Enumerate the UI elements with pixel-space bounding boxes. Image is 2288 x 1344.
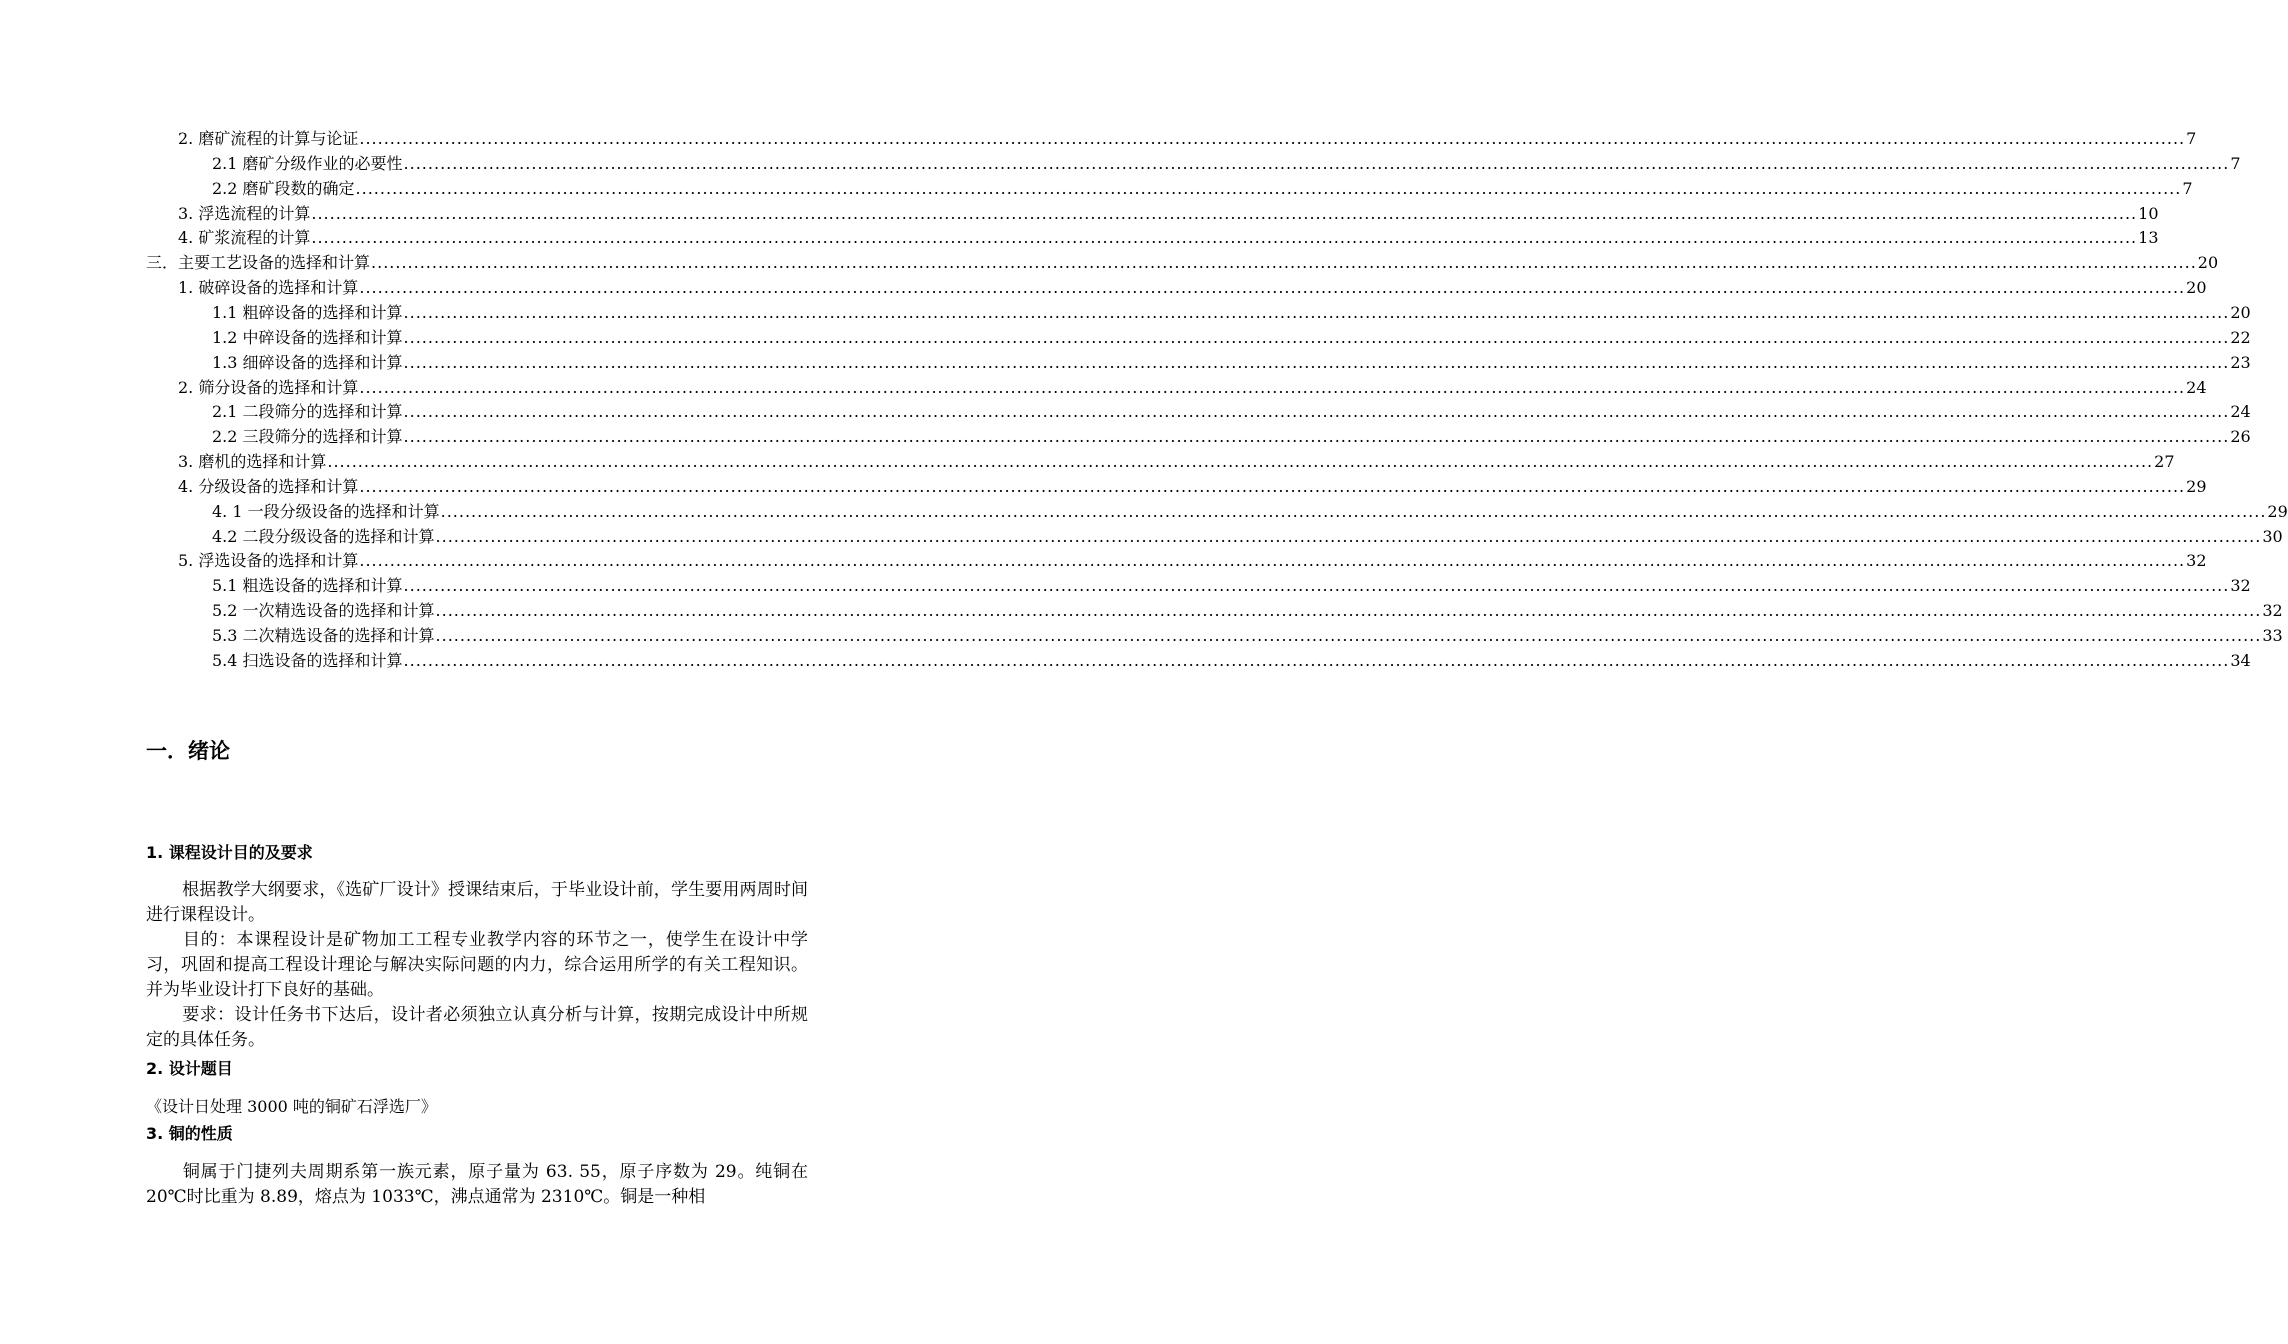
toc-entry-label: 2.2 磨矿段数的确定 <box>212 178 355 198</box>
toc-entry-page: 23 <box>2230 352 2251 372</box>
toc-entry-page: 24 <box>2186 377 2207 397</box>
paragraph-text: 铜属于门捷列夫周期系第一族元素，原子量为 63. 55，原子序数为 29。纯铜在 20℃时比重为 8.89，熔点为 1033℃，沸点通常为 2310℃。铜是一种相 <box>146 1162 808 1207</box>
toc-entry-label: 1.3 细碎设备的选择和计算 <box>212 352 403 372</box>
toc-entry[interactable] <box>178 127 2197 149</box>
toc-entry-page: 7 <box>2186 129 2197 148</box>
toc-entry[interactable] <box>178 450 2175 472</box>
toc-entry-page: 29 <box>2186 476 2207 496</box>
paragraph <box>146 878 808 928</box>
toc-entry-label: 1.1 粗碎设备的选择和计算 <box>212 302 403 322</box>
toc-entry-page: 7 <box>2230 153 2241 173</box>
toc-entry-label: 4. 矿浆流程的计算 <box>178 228 311 248</box>
toc-leader-dots: ............................................................................................................................................................................................................................................................................................................ <box>403 327 2230 347</box>
toc-entry-label: 5.3 二次精选设备的选择和计算 <box>212 626 435 645</box>
toc-entry-page: 20 <box>2186 278 2207 298</box>
toc-entry-label: 4. 1 一段分级设备的选择和计算 <box>212 501 440 521</box>
toc-leader-dots: ............................................................................................................................................................................................................................................................................................................ <box>440 501 2267 521</box>
paragraph-text: 根据教学大纲要求，《选矿厂设计》授课结束后，于毕业设计前，学生要用两周时间进行课程设计。 <box>146 880 808 925</box>
toc-entry[interactable] <box>212 152 2241 174</box>
toc-leader-dots: ............................................................................................................................................................................................................................................................................................................ <box>435 626 2262 645</box>
toc-entry[interactable] <box>146 251 2219 273</box>
toc-entry-label: 1. 破碎设备的选择和计算 <box>178 278 359 298</box>
toc-entry[interactable] <box>212 326 2251 348</box>
toc-entry-page: 34 <box>2230 650 2251 670</box>
toc-entry-page: 33 <box>2262 626 2283 645</box>
toc-leader-dots: ............................................................................................................................................................................................................................................................................................................ <box>403 302 2230 322</box>
toc-entry-page: 26 <box>2230 427 2251 447</box>
toc-entry-page: 22 <box>2230 327 2251 347</box>
toc-leader-dots: ............................................................................................................................................................................................................................................................................................................ <box>359 476 2186 496</box>
toc-entry[interactable] <box>178 475 2207 497</box>
paragraph-text: 《设计日处理 3000 吨的铜矿石浮选厂》 <box>146 1097 437 1116</box>
toc-entry[interactable] <box>212 177 2193 199</box>
toc-entry[interactable] <box>178 276 2207 298</box>
chapter-title: 一．绪论 <box>146 739 230 763</box>
toc-entry-label: 3. 浮选流程的计算 <box>178 203 311 223</box>
paragraph-text: 目的：本课程设计是矿物加工工程专业教学内容的环节之一，使学生在设计中学习，巩固和提高工程设计理论与解决实际问题的内力，综合运用所学的有关工程知识。并为毕业设计打下良好的基础。 <box>146 930 808 1000</box>
toc-leader-dots: ............................................................................................................................................................................................................................................................................................................ <box>359 129 2186 148</box>
toc-entry[interactable] <box>212 301 2251 323</box>
toc-entry-label: 5.4 扫选设备的选择和计算 <box>212 650 403 670</box>
toc-entry-page: 32 <box>2262 601 2283 621</box>
toc-leader-dots: ............................................................................................................................................................................................................................................................................................................ <box>403 153 2230 173</box>
toc-entry-page: 32 <box>2186 551 2207 571</box>
toc-leader-dots: ............................................................................................................................................................................................................................................................................................................ <box>359 551 2186 571</box>
toc-entry[interactable] <box>212 400 2251 422</box>
toc-leader-dots: ............................................................................................................................................................................................................................................................................................................ <box>311 228 2138 248</box>
toc-entry[interactable] <box>212 649 2251 671</box>
toc-leader-dots: ............................................................................................................................................................................................................................................................................................................ <box>355 178 2182 198</box>
toc-leader-dots: ............................................................................................................................................................................................................................................................................................................ <box>403 352 2230 372</box>
toc-entry[interactable] <box>212 500 2288 522</box>
toc-entry-page: 24 <box>2230 402 2251 422</box>
toc-leader-dots: ............................................................................................................................................................................................................................................................................................................ <box>327 452 2154 472</box>
toc-entry-label: 4.2 二段分级设备的选择和计算 <box>212 526 435 546</box>
paragraph <box>146 928 808 1003</box>
toc-leader-dots: ............................................................................................................................................................................................................................................................................................................ <box>403 650 2230 670</box>
toc-entry-page: 10 <box>2138 203 2159 223</box>
toc-entry[interactable] <box>212 351 2251 373</box>
paragraph <box>146 1094 808 1119</box>
toc-entry-page: 7 <box>2182 178 2193 198</box>
toc-entry-page: 13 <box>2138 228 2159 248</box>
toc-leader-dots: ............................................................................................................................................................................................................................................................................................................ <box>311 203 2138 223</box>
toc-entry-page: 27 <box>2154 452 2175 472</box>
toc-entry[interactable] <box>212 425 2251 447</box>
toc-entry[interactable] <box>178 226 2159 248</box>
toc-leader-dots: ............................................................................................................................................................................................................................................................................................................ <box>359 377 2186 397</box>
toc-entry[interactable] <box>212 574 2251 596</box>
toc-entry-label: 1.2 中碎设备的选择和计算 <box>212 327 403 347</box>
toc-entry[interactable] <box>178 376 2207 398</box>
toc-entry[interactable] <box>212 624 2283 646</box>
toc-entry-label: 2.2 三段筛分的选择和计算 <box>212 427 403 447</box>
paragraph <box>146 1160 808 1210</box>
toc-entry-label: 2.1 二段筛分的选择和计算 <box>212 402 403 422</box>
toc-entry-page: 20 <box>2230 302 2251 322</box>
toc-entry-label: 3. 磨机的选择和计算 <box>178 452 327 472</box>
section-heading-1: 1. 课程设计目的及要求 <box>146 843 313 862</box>
section-heading-2: 2. 设计题目 <box>146 1059 233 1078</box>
toc-entry[interactable] <box>178 202 2159 224</box>
toc-leader-dots: ............................................................................................................................................................................................................................................................................................................ <box>371 253 2197 273</box>
toc-entry-page: 20 <box>2197 253 2219 273</box>
toc-entry-label: 三．主要工艺设备的选择和计算 <box>146 253 371 273</box>
toc-leader-dots: ............................................................................................................................................................................................................................................................................................................ <box>403 427 2230 447</box>
toc-entry-page: 32 <box>2230 576 2251 596</box>
toc-entry-label: 5.1 粗选设备的选择和计算 <box>212 576 403 596</box>
toc-entry[interactable] <box>212 599 2283 621</box>
paragraph <box>146 1003 808 1053</box>
toc-leader-dots: ............................................................................................................................................................................................................................................................................................................ <box>435 526 2262 546</box>
toc-entry-label: 4. 分级设备的选择和计算 <box>178 476 359 496</box>
toc-leader-dots: ............................................................................................................................................................................................................................................................................................................ <box>435 601 2262 621</box>
toc-entry-page: 29 <box>2267 501 2288 521</box>
paragraph-text: 要求：设计任务书下达后，设计者必须独立认真分析与计算，按期完成设计中所规定的具体任务。 <box>146 1005 808 1050</box>
toc-entry-label: 2. 磨矿流程的计算与论证 <box>178 129 359 148</box>
toc-leader-dots: ............................................................................................................................................................................................................................................................................................................ <box>403 576 2230 596</box>
toc-entry-label: 2.1 磨矿分级作业的必要性 <box>212 153 403 173</box>
toc-entry-label: 2. 筛分设备的选择和计算 <box>178 377 359 397</box>
toc-entry-page: 30 <box>2262 526 2283 546</box>
toc-entry[interactable] <box>178 549 2207 571</box>
toc-entry[interactable] <box>212 525 2283 547</box>
toc-leader-dots: ............................................................................................................................................................................................................................................................................................................ <box>359 278 2186 298</box>
toc-entry-label: 5.2 一次精选设备的选择和计算 <box>212 601 435 621</box>
section-heading-3: 3. 铜的性质 <box>146 1124 233 1143</box>
toc-entry-label: 5. 浮选设备的选择和计算 <box>178 551 359 571</box>
toc-leader-dots: ............................................................................................................................................................................................................................................................................................................ <box>403 402 2230 422</box>
